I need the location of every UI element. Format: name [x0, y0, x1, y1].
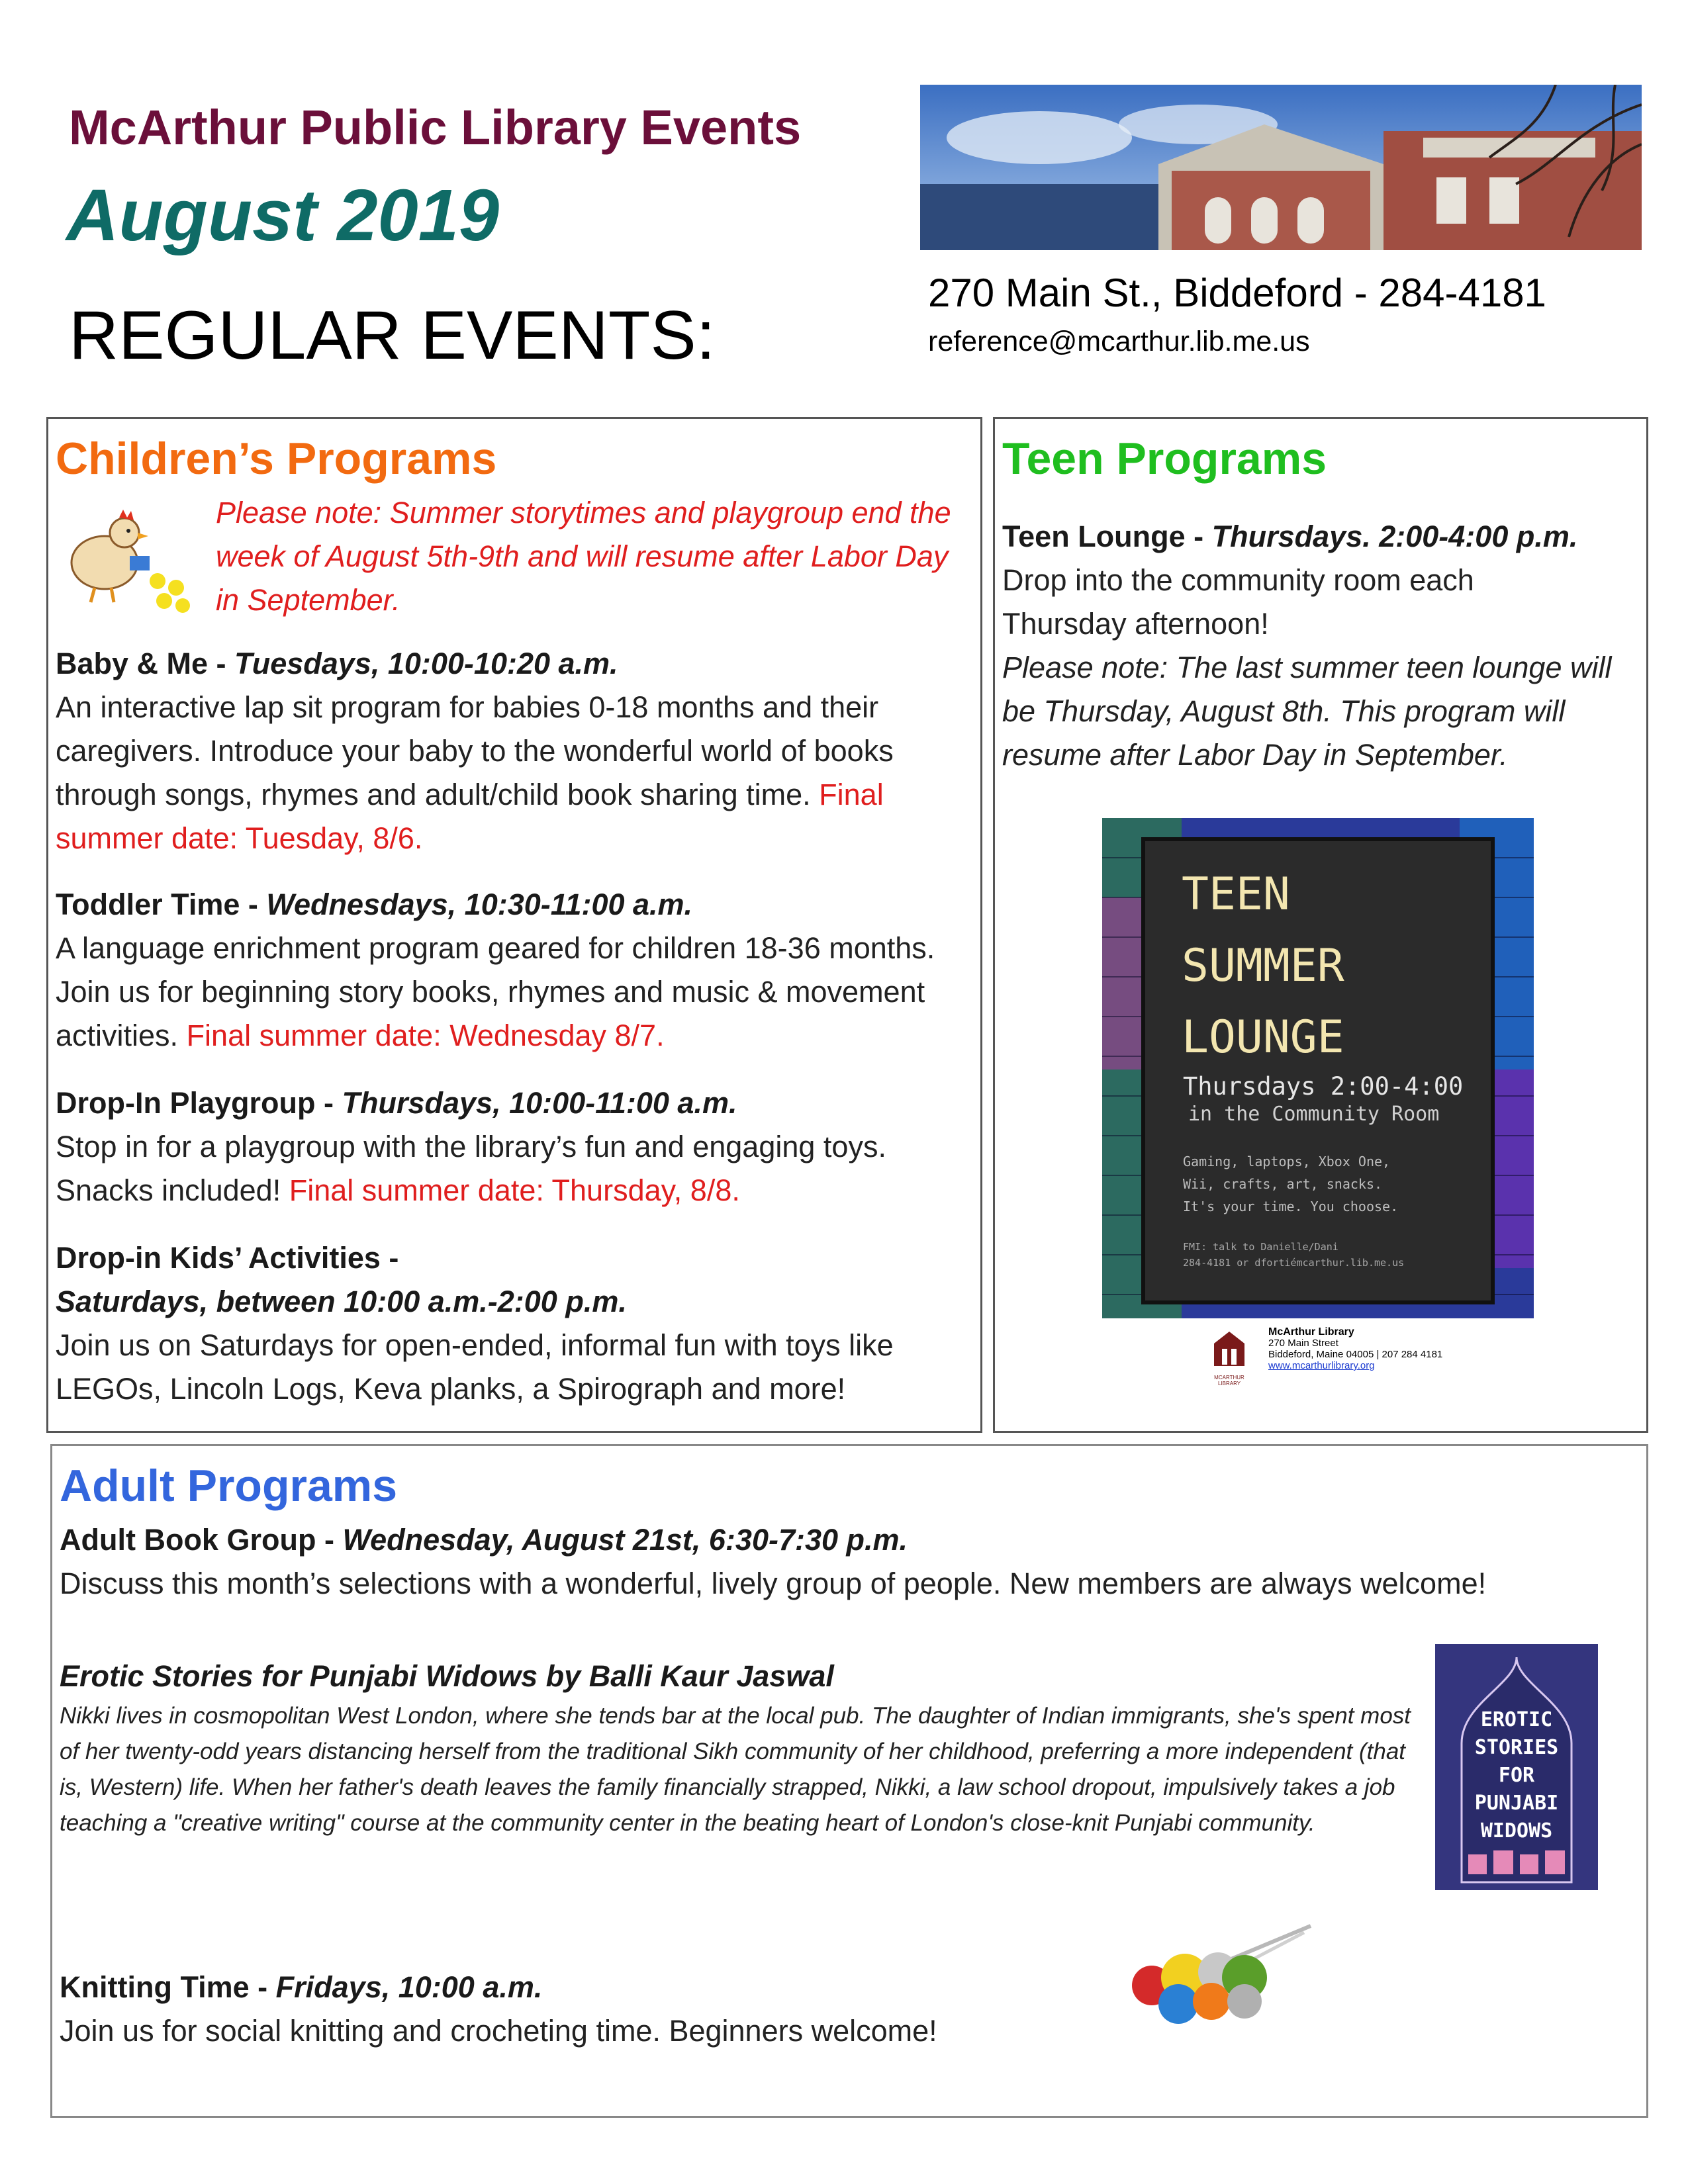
featured-book-description: Nikki lives in cosmopolitan West London, where she tends bar at the local pub. The daughter of Indian immigrants, she's spent most of her twenty-odd years distancing herself from the traditional Sikh community of her childhood, preferring a more independent (that is, Western) life. When her father's death leaves the family financially strapped, Nikki, a law school dropout, impulsively takes a job teaching a "creative writing" course at the community center in the beating heart of London's close-knit Punjabi community.: [60, 1703, 1411, 1836]
library-address: 270 Main St., Biddeford - 284-4181: [928, 271, 1546, 315]
yarn-balls-image: [1112, 1919, 1324, 2025]
program-description: Drop into the community room each Thursday afternoon!: [1002, 563, 1474, 641]
program-description-text: Stop in for a playgroup with the library’s fun and engaging toys. Snacks included!: [56, 1130, 886, 1207]
poster-title: [1182, 859, 1344, 1073]
library-email[interactable]: reference@mcarthur.lib.me.us: [928, 326, 1310, 357]
book-cover-line: FOR: [1498, 1764, 1535, 1787]
program-schedule: Wednesday, August 21st, 6:30-7:30 p.m.: [342, 1523, 908, 1557]
hen-and-chicks-clipart: [58, 503, 197, 615]
poster-footer-address: Biddeford, Maine 04005 | 207 284 4181: [1268, 1349, 1443, 1360]
poster-contact: [1183, 1239, 1404, 1271]
poster-details-line: Gaming, laptops, Xbox One,: [1183, 1154, 1391, 1169]
program-description: [56, 927, 969, 1058]
poster-details: [1183, 1150, 1398, 1218]
program-schedule: Saturdays, between 10:00 a.m.-2:00 p.m.: [56, 1285, 627, 1318]
logo-text: MCARTHUR LIBRARY: [1214, 1375, 1244, 1387]
program-title: Drop-in Kids’ Activities -: [56, 1241, 399, 1275]
program-title: [56, 642, 969, 686]
program-name: Teen Lounge -: [1002, 520, 1212, 553]
month-title: August 2019: [66, 175, 500, 256]
program-title: [60, 1518, 1635, 1562]
program-description: [56, 1125, 969, 1212]
poster-when: Thursdays 2:00-4:00: [1183, 1072, 1464, 1101]
book-cover-title: [1435, 1706, 1598, 1845]
featured-book-title: Erotic Stories for Punjabi Widows by Balli Kaur Jaswal: [60, 1659, 834, 1693]
program-title: [56, 1081, 969, 1125]
poster-footer-name: McArthur Library: [1268, 1326, 1354, 1338]
mcarthur-library-logo: [1206, 1325, 1252, 1387]
program-title: [56, 883, 969, 927]
program-toddler-time: [56, 883, 969, 1058]
book-cover-line: EROTIC: [1480, 1708, 1553, 1731]
teen-summer-lounge-poster: [1102, 818, 1534, 1318]
poster-title-line: LOUNGE: [1182, 1011, 1344, 1064]
poster-title-line: SUMMER: [1182, 940, 1344, 992]
program-title: [1002, 515, 1638, 559]
book-cover-line: WIDOWS: [1480, 1819, 1553, 1843]
library-building-photo: [920, 85, 1642, 250]
library-title: McArthur Public Library Events: [69, 100, 802, 155]
poster-details-line: Wii, crafts, art, snacks.: [1183, 1176, 1383, 1192]
adult-programs-heading: Adult Programs: [60, 1461, 398, 1511]
program-final-date: Final summer date: Wednesday 8/7.: [186, 1019, 665, 1052]
program-schedule: Wednesdays, 10:30-11:00 a.m.: [266, 887, 693, 921]
program-drop-in-kids-activities: [56, 1236, 969, 1411]
program-adult-book-group: [60, 1518, 1635, 1606]
teen-programs-heading: Teen Programs: [1002, 433, 1327, 484]
poster-details-line: It's your time. You choose.: [1183, 1199, 1399, 1214]
teen-note: Please note: The last summer teen lounge will be Thursday, August 8th. This program will resume after Labor Day in September.: [1002, 651, 1612, 772]
program-name: Drop-In Playgroup -: [56, 1086, 342, 1120]
program-name: Toddler Time -: [56, 887, 267, 921]
program-teen-lounge: [1002, 515, 1638, 777]
program-title: [60, 1966, 1119, 2009]
program-drop-in-playgroup: [56, 1081, 969, 1212]
poster-where: in the Community Room: [1188, 1103, 1440, 1126]
childrens-note: Please note: Summer storytimes and playgroup end the week of August 5th-9th and will resume after Labor Day in September.: [216, 496, 951, 617]
program-schedule: Fridays, 10:00 a.m.: [275, 1970, 543, 2004]
program-baby-and-me: [56, 642, 969, 860]
poster-title-line: TEEN: [1182, 868, 1290, 921]
program-final-date: Final summer date: Thursday, 8/8.: [289, 1173, 740, 1207]
program-description: Discuss this month’s selections with a wonderful, lively group of people. New members are always welcome!: [60, 1567, 1487, 1600]
program-description: Join us on Saturdays for open-ended, informal fun with toys like LEGOs, Lincoln Logs, Keva planks, a Spirograph and more!: [56, 1328, 894, 1406]
program-name: Adult Book Group -: [60, 1523, 343, 1557]
book-cover-line: PUNJABI: [1474, 1792, 1559, 1815]
poster-footer: [1268, 1326, 1442, 1371]
program-schedule: Thursdays, 10:00-11:00 a.m.: [342, 1086, 737, 1120]
program-final-date: Final summer date: Tuesday, 8/6.: [56, 778, 884, 855]
poster-footer-website[interactable]: www.mcarthurlibrary.org: [1268, 1360, 1375, 1371]
section-title: REGULAR EVENTS:: [69, 297, 716, 374]
poster-contact-line: 284-4181 or dfortiémcarthur.lib.me.us: [1183, 1257, 1405, 1269]
book-cover-line: STORIES: [1474, 1736, 1559, 1759]
featured-book: [60, 1655, 1423, 1841]
program-description-text: An interactive lap sit program for babies 0-18 months and their caregivers. Introduce your baby to the wonderful world of books through songs, rhymes and adult/child book sharing time.: [56, 690, 894, 811]
program-schedule: Tuesdays, 10:00-10:20 a.m.: [234, 647, 618, 680]
poster-footer-address: 270 Main Street: [1268, 1338, 1338, 1349]
program-description: Join us for social knitting and crocheting time. Beginners welcome!: [60, 2014, 937, 2048]
childrens-programs-heading: Children’s Programs: [56, 433, 497, 484]
book-cover-image: [1435, 1644, 1598, 1890]
program-description-text: A language enrichment program geared for children 18-36 months. Join us for beginning story books, rhymes and music & movement activities.: [56, 931, 935, 1052]
program-knitting-time: [60, 1966, 1119, 2053]
program-schedule: Thursdays. 2:00-4:00 p.m.: [1211, 520, 1578, 553]
poster-contact-line: FMI: talk to Danielle/Dani: [1183, 1241, 1338, 1253]
program-description: [56, 686, 969, 860]
program-name: Knitting Time -: [60, 1970, 276, 2004]
program-name: Baby & Me -: [56, 647, 235, 680]
